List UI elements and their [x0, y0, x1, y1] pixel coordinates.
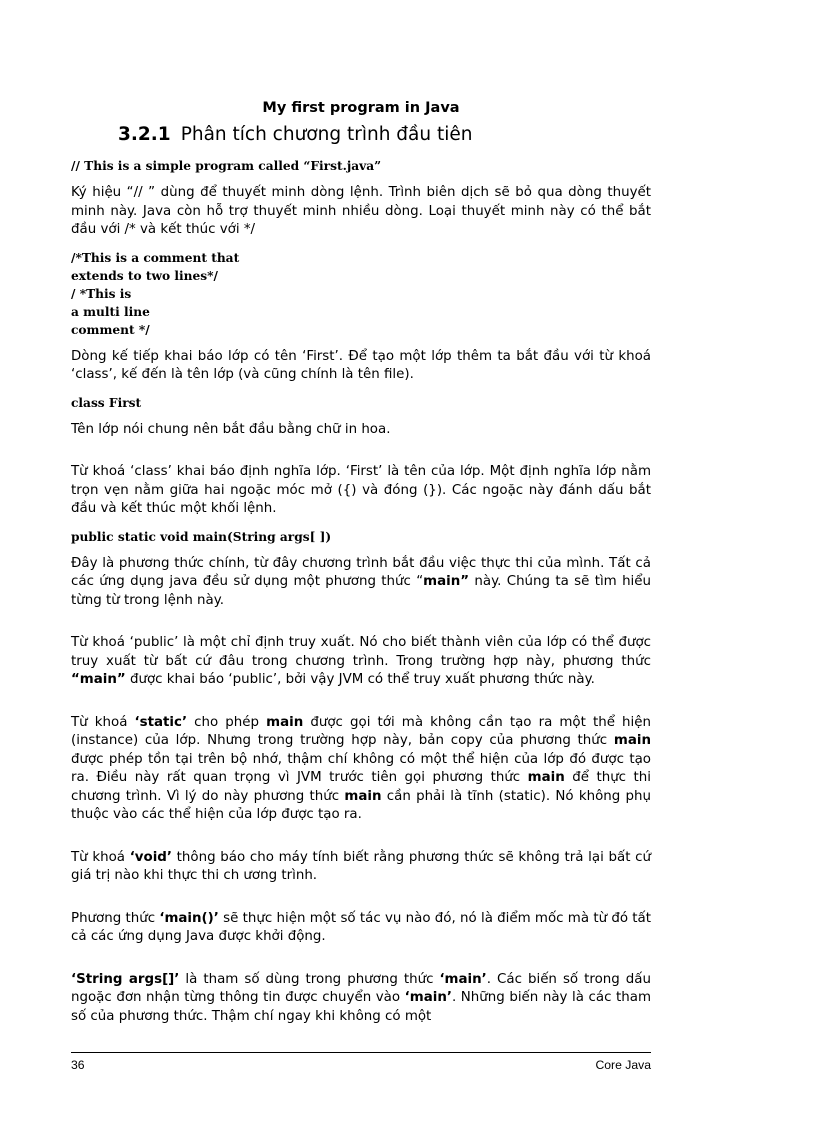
- page-body: [71, 100, 651, 1035]
- text-run: là tham số dùng trong phương thức: [179, 971, 440, 987]
- text-run: Phương thức: [71, 910, 160, 926]
- code-snippet: [71, 157, 651, 175]
- code-line: extends to two lines*/: [71, 268, 218, 283]
- paragraph: [71, 634, 651, 690]
- paragraph: [71, 971, 651, 1027]
- text-run: . Những biến này là các tham số của phương thức. Thậm chí ngay khi không có một: [71, 990, 651, 1024]
- code-line: // This is a simple program called “First.java”: [71, 159, 382, 173]
- paragraph: [71, 555, 651, 611]
- paragraph: [71, 849, 651, 886]
- paragraph: [71, 910, 651, 947]
- code-line: a multi line: [71, 304, 150, 319]
- footer-rule: [71, 1052, 651, 1053]
- bold-term: main: [266, 714, 304, 730]
- code-line: comment */: [71, 322, 150, 337]
- bold-term: main: [527, 770, 565, 785]
- code-line: public static void main(String args[ ]): [71, 529, 332, 544]
- text-run: được phép tồn tại trên bộ nhớ, thậm chí không có một thể hiện của lớp đó được tạo ra. Điều này rất quan trọng vì JVM trước tiên gọi phương thức: [71, 751, 651, 785]
- text-run: Ký hiệu “// ” dùng để thuyết minh dòng lệnh. Trình biên dịch sẽ bỏ qua dòng thuyết minh này. Java còn hỗ trợ thuyết minh nhiều dòng. Loại thuyết minh này có thể bắt đầu với /* và kết thúc với */: [71, 185, 651, 237]
- text-run: sẽ thực hiện một số tác vụ nào đó, nó là điểm mốc mà từ đó tất cả các ứng dụng Java được khởi động.: [71, 910, 651, 944]
- text-run: cần phải là tĩnh (static). Nó không phụ thuộc vào các thể hiện của lớp được tạo ra.: [71, 788, 651, 822]
- text-run: Từ khoá: [71, 849, 130, 865]
- bold-term: “main”: [71, 672, 126, 687]
- bold-term: ‘void’: [129, 849, 172, 865]
- paragraph: [71, 348, 651, 385]
- page-heading: My first program in Java: [262, 100, 460, 116]
- section-heading: [118, 124, 651, 145]
- code-line: class First: [71, 395, 142, 410]
- text-run: cho phép: [187, 714, 267, 730]
- text-run: Đây là phương thức chính, từ đây chương trình bắt đầu việc thực thi của mình. Tất cả các ứng dụng java đều sử dụng một phương thức “: [71, 555, 651, 589]
- text-run: để thực thi chương trình. Vì lý do này phương thức: [71, 770, 651, 804]
- text-run: này. Chúng ta sẽ tìm hiểu từng từ trong lệnh này.: [71, 574, 652, 608]
- bold-term: main: [613, 733, 651, 748]
- code-line: / *This is: [71, 286, 132, 301]
- footer-title: Core Java: [595, 1058, 651, 1072]
- text-run: . Các biến số trong dấu ngoặc đơn nhận từng thông tin được chuyển vào: [71, 971, 651, 1005]
- text-run: Từ khoá ‘class’ khai báo định nghĩa lớp. ‘First’ là tên của lớp. Một định nghĩa lớp nằm trọn vẹn nằm giữa hai ngoặc móc mở ({) và đóng (}). Các ngoặc này đánh dấu bắt đầu và kết thúc một khối lệnh.: [71, 464, 651, 516]
- paragraph: [71, 421, 651, 440]
- section-number: 3.2.1: [118, 124, 171, 145]
- bold-term: main”: [423, 574, 470, 589]
- text-run: Từ khoá: [71, 714, 135, 730]
- text-run: Tên lớp nói chung nên bắt đầu bằng chữ in hoa.: [71, 421, 391, 437]
- bold-term: ‘static’: [134, 714, 188, 730]
- text-run: thông báo cho máy tính biết rằng phương thức sẽ không trả lại bất cứ giá trị nào khi thực thi ch ương trình.: [71, 849, 651, 883]
- bold-term: main: [344, 788, 382, 804]
- code-snippet: [71, 249, 651, 339]
- code-snippet: [71, 528, 651, 546]
- bold-term: ‘String args[]’: [71, 971, 180, 987]
- section-title: Phân tích chương trình đầu tiên: [180, 124, 473, 145]
- paragraph: [71, 184, 651, 240]
- paragraph: [71, 463, 651, 519]
- text-run: Từ khoá ‘public’ là một chỉ định truy xuất. Nó cho biết thành viên của lớp có thể được truy xuất từ bất cứ đâu trong chương trình. Trong trường hợp này, phương thức: [71, 635, 651, 669]
- text-run: được gọi tới mà không cần tạo ra một thể hiện (instance) của lớp. Nhưng trong trường hợp này, bản copy của phương thức: [71, 714, 651, 748]
- document-content: [71, 157, 651, 1026]
- page-number: 36: [71, 1058, 85, 1072]
- bold-term: ‘main’: [404, 990, 452, 1005]
- bold-term: ‘main’: [439, 971, 487, 987]
- code-snippet: [71, 394, 651, 412]
- text-run: được khai báo ‘public’, bởi vậy JVM có thể truy xuất phương thức này.: [125, 672, 595, 687]
- text-run: Dòng kế tiếp khai báo lớp có tên ‘First’. Để tạo một lớp thêm ta bắt đầu với từ khoá ‘class’, kế đến là tên lớp (và cũng chính là tên file).: [71, 348, 651, 382]
- bold-term: ‘main()’: [159, 910, 219, 926]
- code-line: /*This is a comment that: [71, 250, 240, 265]
- paragraph: [71, 714, 651, 825]
